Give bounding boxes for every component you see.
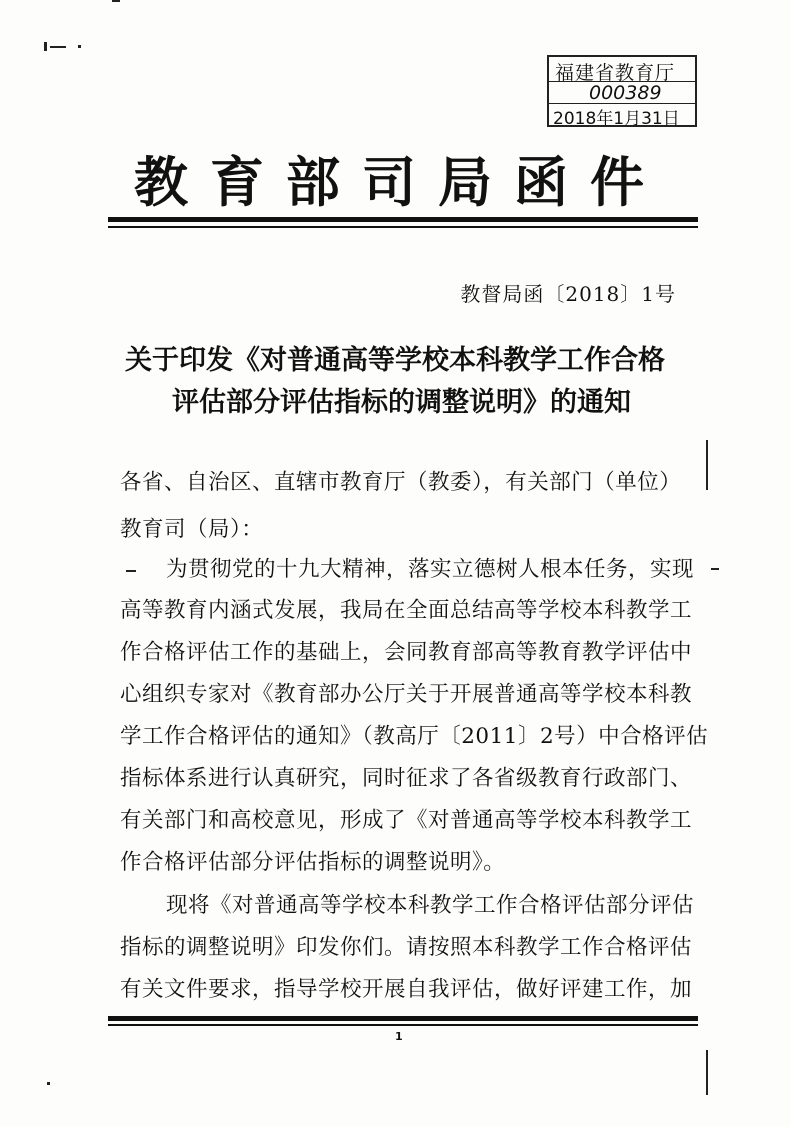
receipt-stamp — [547, 55, 697, 127]
paragraph-line: 现将《对普通高等学校本科教学工作合格评估部分评估 — [166, 893, 695, 918]
paragraph-line: 为贯彻党的十九大精神，落实立德树人根本任务，实现 — [166, 557, 695, 582]
scan-mark — [44, 42, 47, 51]
paragraph-line: 心组织专家对《教育部办公厅关于开展普通高等学校本科教 — [120, 682, 693, 707]
document-number: 教督局函〔2018〕1号 — [460, 282, 676, 306]
paragraph-line: 学工作合格评估的通知》（教高厅〔2011〕2号）中合格评估 — [120, 724, 709, 749]
paragraph-line: 指标的调整说明》印发你们。请按照本科教学工作合格评估 — [120, 935, 693, 960]
paragraph-line: 作合格评估部分评估指标的调整说明》。 — [120, 850, 506, 875]
header-rule-thick — [108, 217, 698, 222]
paragraph-line: 指标体系进行认真研究，同时征求了各省级教育行政部门、 — [120, 766, 693, 791]
addressee-line: 教育司（局）： — [120, 517, 264, 542]
header-rule-thin — [108, 226, 698, 228]
footer-rule-thin — [108, 1024, 698, 1026]
scan-mark — [706, 1050, 708, 1095]
scan-mark — [706, 440, 708, 490]
stamp-date: 2018年1月31日 — [553, 109, 680, 129]
scan-mark — [78, 45, 81, 48]
scan-mark — [126, 570, 136, 572]
document-title-line: 关于印发《对普通高等学校本科教学工作合格 — [125, 345, 665, 376]
scan-mark — [112, 0, 120, 2]
scan-mark — [711, 568, 719, 570]
stamp-org: 福建省教育厅 — [555, 62, 676, 84]
stamp-number: 000389 — [589, 82, 662, 104]
addressee-line: 各省、自治区、直辖市教育厅（教委），有关部门（单位） — [120, 470, 682, 495]
paragraph-line: 作合格评估工作的基础上，会同教育部高等教育教学评估中 — [120, 640, 693, 665]
page-number: 1 — [395, 1030, 403, 1043]
paragraph-line: 高等教育内涵式发展，我局在全面总结高等学校本科教学工 — [120, 598, 693, 623]
paragraph-line: 有关部门和高校意见，形成了《对普通高等学校本科教学工 — [120, 808, 693, 833]
document-title-line: 评估部分评估指标的调整说明》的通知 — [172, 387, 631, 418]
footer-rule-thick — [108, 1016, 698, 1021]
scan-mark — [47, 1082, 50, 1085]
scan-mark — [50, 46, 66, 48]
paragraph-line: 有关文件要求，指导学校开展自我评估，做好评建工作，加 — [120, 977, 693, 1002]
letterhead-title: 教育部司局函件 — [134, 150, 666, 214]
